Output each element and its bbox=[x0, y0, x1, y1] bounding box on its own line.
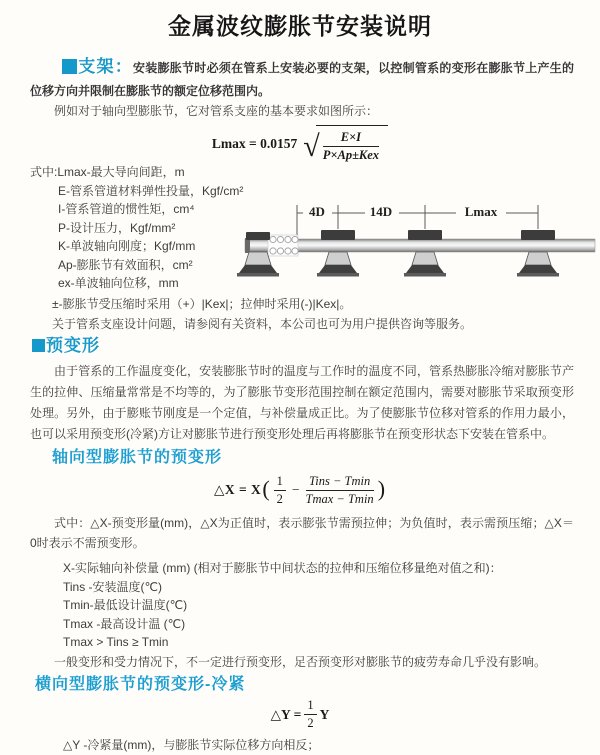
fraction-denominator: Tmax − Tmin bbox=[305, 491, 374, 506]
guide-spacing-formula bbox=[0, 125, 600, 163]
fraction-numerator: Tins − Tmin bbox=[306, 474, 374, 491]
dim-label-14d: 14D bbox=[369, 204, 393, 219]
variable-item: Tmax -最高设计温 (℃) bbox=[63, 616, 186, 631]
support-intro-text: 安装膨胀节时必须在管系上安装必要的支架，以控制管系的变形在膨胀节上产生的位移方向并限制在膨胀节的额定位移范围内。 bbox=[30, 61, 574, 98]
axial-subheading: 轴向型膨胀节的预变形 bbox=[52, 449, 223, 466]
definition-item: P-设计压力，Kgf/mm² bbox=[58, 220, 176, 235]
definition-item: ±-膨胀节受压缩时采用（+）|Kex|；拉伸时采用(-)|Kex|。 bbox=[52, 296, 352, 311]
dim-label-4d: 4D bbox=[309, 204, 325, 219]
pipe-support bbox=[404, 230, 446, 277]
support-section-heading: 支架： bbox=[78, 57, 134, 76]
definition-item: 式中:Lmax-最大导向间距，m bbox=[30, 165, 185, 179]
predeform-section-heading bbox=[32, 335, 600, 357]
bellows bbox=[268, 235, 298, 256]
half-fraction bbox=[274, 474, 286, 507]
variable-item: X-实际轴向补偿量 (mm) (相对于膨胀节中间状态的拉伸和压缩位移量绝对值之和)： bbox=[63, 561, 502, 575]
lateral-predeform-formula bbox=[0, 700, 600, 730]
axial-predeform-formula bbox=[0, 473, 600, 507]
fraction-numerator: 1 bbox=[274, 474, 286, 491]
half-fraction bbox=[304, 698, 316, 731]
section-bullet-icon bbox=[32, 339, 45, 352]
pipe-support-diagram bbox=[245, 199, 595, 295]
section-bullet-icon bbox=[62, 59, 77, 74]
definition-item: ex-单波轴向位移，mm bbox=[58, 276, 179, 290]
sqrt-sign: √ bbox=[303, 130, 320, 163]
formula-rhs: Y bbox=[319, 706, 330, 722]
fraction-numerator: 1 bbox=[304, 698, 316, 715]
fraction-numerator: E×I bbox=[323, 130, 379, 147]
lateral-formula-explain: △Y -冷紧量(mm)，与膨胀节实际位移方向相反； bbox=[63, 737, 320, 752]
fraction-denominator: 2 bbox=[307, 716, 314, 730]
support-section-intro bbox=[30, 56, 574, 102]
document-page bbox=[0, 10, 600, 752]
definition-item: I-管系管道的惯性矩，cm⁴ bbox=[58, 202, 195, 216]
definitions-and-diagram bbox=[0, 163, 600, 331]
support-note: 关于管系支座设计问题，请参阅有关资料，本公司也可为用户提供咨询等服务。 bbox=[52, 317, 473, 331]
formula-lhs: △X = X bbox=[213, 482, 262, 497]
support-example-line: 例如对于轴向型膨胀节，它对管系支座的基本要求如图所示： bbox=[54, 104, 379, 118]
definition-item: K-单波轴向刚度；Kgf/mm bbox=[58, 239, 196, 253]
formula-lhs: Lmax = 0.0157 bbox=[211, 136, 298, 151]
temperature-fraction bbox=[306, 474, 374, 507]
variable-item: Tmax > Tins ≥ Tmin bbox=[63, 635, 169, 649]
axial-formula-explain: 式中：△X-预变形量(mm)，△X为正值时，表示膨张节需预拉伸；为负值时，表示需预压缩；△X＝0时表示不需预变形。 bbox=[30, 516, 574, 550]
formula-fraction bbox=[323, 130, 379, 163]
formula-lhs: △Y = bbox=[270, 706, 302, 722]
axial-note: 一般变形和受力情况下，不一定进行预变形，足否预变形对膨胀节的疲劳寿命几乎没有影响。 bbox=[54, 654, 547, 669]
minus-operator: − bbox=[291, 482, 300, 497]
pipe-support bbox=[317, 230, 359, 277]
close-paren: ) bbox=[377, 476, 386, 501]
fraction-denominator: P×Ap±Kex bbox=[322, 148, 380, 162]
pipe-support bbox=[517, 230, 559, 277]
page-title: 金属波纹膨胀节安装说明 bbox=[168, 13, 432, 39]
definition-item: Ap-膨胀节有效面积，cm² bbox=[58, 257, 193, 272]
definition-item: E-管系管道材料弹性投量，Kgf/cm² bbox=[58, 183, 244, 198]
predeform-heading-text: 预变形 bbox=[46, 336, 100, 355]
predeform-body: 由于管系的工作温度变化，安装膨胀节时的温度与工作时的温度不同，管系热膨胀冷缩对膨胀节产生的拉伸、压缩量常常是不均等的，为了膨胀节变形范围控制在额定范围内，需要对膨胀节采取预变形处理。另外，由于膨账节刚度是一个定值，与补偿量成正比。为了使膨胀节位移对管系的作用力最小，也可以采用预变形(冷紧)方让对膨胀节进行预变形处理后再将膨胀节在预变形状态下安装在管系中。 bbox=[30, 364, 574, 441]
axial-variable-list bbox=[0, 559, 600, 652]
lateral-subheading: 横向型膨胀节的预变形-冷紧 bbox=[35, 675, 246, 693]
dim-label-lmax: Lmax bbox=[464, 204, 498, 219]
open-paren: ( bbox=[262, 476, 270, 501]
sqrt-content bbox=[316, 125, 388, 163]
variable-item: Tins -安装温度(℃) bbox=[63, 579, 163, 594]
variable-item: Tmin-最低设计温度(℃) bbox=[63, 598, 188, 612]
fraction-denominator: 2 bbox=[276, 491, 283, 506]
